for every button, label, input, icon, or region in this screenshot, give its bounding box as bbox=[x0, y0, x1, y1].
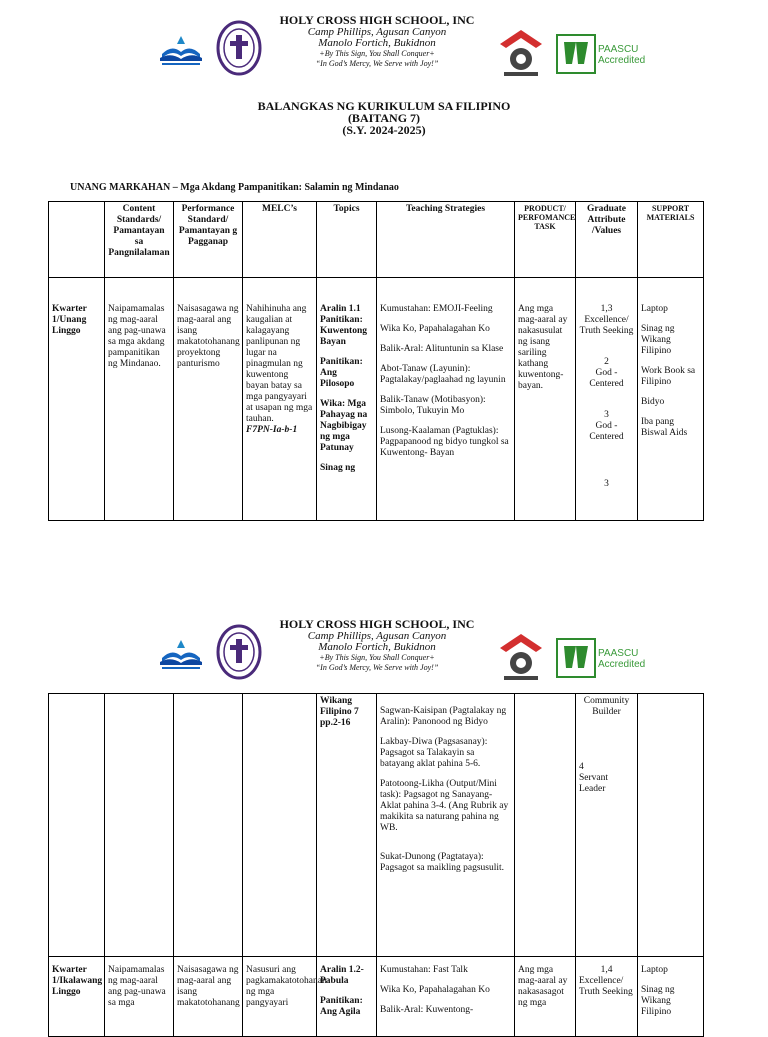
strategy-item: Lakbay-Diwa (Pagsasanay): Pagsagot sa Talakayin sa batayang aklat pahina 5-6. bbox=[380, 737, 488, 769]
page-header bbox=[0, 8, 768, 88]
support-item: Work Book sa Filipino bbox=[641, 366, 696, 387]
topic-lesson: Aralin 1.2- Pabula bbox=[320, 965, 364, 986]
attr-number: 3 bbox=[604, 479, 609, 489]
melc-cell: Nahihinuha ang kaugalian at kalagayang panlipunan ng lugar na pinagmulan ng kuwentong bayan batay sa mga pangyayari at usapan ng mga tauhan. bbox=[246, 304, 313, 424]
curriculum-table-1 bbox=[48, 201, 704, 521]
strategy-item: Balik-Aral: Kuwentong- bbox=[380, 1005, 474, 1015]
performance-header: Performance Standard/ Pamantayan g Pagganap bbox=[174, 202, 243, 278]
attr-number: 1,3 bbox=[600, 304, 613, 314]
support-item: Iba pang Biswal Aids bbox=[641, 417, 688, 438]
support-item: Sinag ng Wikang Filipino bbox=[641, 324, 675, 356]
product-header: PRODUCT/ PERFOMANCE TASK bbox=[515, 202, 576, 278]
curriculum-table-2 bbox=[48, 693, 704, 1037]
attr-number: 4 bbox=[579, 762, 584, 772]
page-header-2 bbox=[0, 612, 768, 692]
melc-cell: Nasusuri ang pagkamakatotohanan ng mga pangyayari bbox=[246, 965, 327, 1008]
product-cell: Ang mga mag-aaral ay nakasasagot ng mga bbox=[518, 965, 568, 1008]
school-address-2: Manolo Fortich, Bukidnon bbox=[318, 641, 436, 653]
product-cell: Ang mga mag-aaral ay nakasusulat ng isang sariling kathang kuwentong-bayan. bbox=[518, 304, 568, 391]
topic-literature: Panitikan: Ang Pilosopo bbox=[320, 357, 363, 389]
book-logo-icon bbox=[156, 32, 206, 68]
quarter-cell: Kwarter 1/Ikalawang Linggo bbox=[52, 965, 103, 997]
quarter-title: UNANG MARKAHAN – Mga Akdang Pampanitikan: Salamin ng Mindanao bbox=[70, 182, 399, 193]
table-row bbox=[49, 278, 704, 521]
melc-header: MELC’s bbox=[243, 202, 317, 278]
school-seal-icon bbox=[216, 20, 262, 76]
attr-value: God - Centered bbox=[589, 421, 624, 442]
school-address-1: Camp Phillips, Agusan Canyon bbox=[307, 26, 447, 38]
school-motto-1: +By This Sign, You Shall Conquer+ bbox=[319, 653, 435, 662]
paascu-badge bbox=[556, 34, 652, 74]
topic-book: Sinag ng bbox=[320, 463, 356, 473]
strategy-item: Balik-Tanaw (Motibasyon): Simbolo, Tukuyin Mo bbox=[380, 395, 486, 416]
org-logo-icon bbox=[496, 632, 546, 682]
attr-value: God - Centered bbox=[589, 368, 624, 389]
strategy-item: Patotoong-Likha (Output/Mini task): Pagsagot ng Sanayang-Aklat pahina 3-4. (Ang Rubrik ay makikita sa naturang pahina ng WB. bbox=[380, 779, 509, 833]
school-motto-2: “In God’s Mercy, We Serve with Joy!” bbox=[315, 59, 439, 68]
school-name: HOLY CROSS HIGH SCHOOL, INC bbox=[279, 617, 475, 631]
strategy-item: Kumustahan: EMOJI-Feeling bbox=[380, 304, 493, 314]
document-title: BALANGKAS NG KURIKULUM SA FILIPINO (BAITANG 7) (S.Y. 2024-2025) bbox=[257, 99, 511, 137]
paascu-label: PAASCU Accredited bbox=[598, 44, 646, 66]
strategy-item: Abot-Tanaw (Layunin): Pagtalakay/paglaahad ng layunin bbox=[380, 364, 506, 385]
attr-value: Excellence/ Truth Seeking bbox=[579, 976, 633, 997]
school-motto-2: “In God’s Mercy, We Serve with Joy!” bbox=[315, 663, 439, 672]
strategy-item: Sagwan-Kaisipan (Pagtalakay ng Aralin): Panonood ng Bidyo bbox=[380, 706, 507, 727]
strategy-item: Wika Ko, Papahalagahan Ko bbox=[380, 985, 490, 995]
content-cell: Naipamamalas ng mag-aaral ang pag-unawa sa mga akdang pampanitikan ng Mindanao. bbox=[108, 304, 166, 369]
support-header: SUPPORT MATERIALS bbox=[638, 202, 704, 278]
performance-cell: Naisasagawa ng mag-aaral ang isang makatotohanang proyektong panturismo bbox=[177, 304, 240, 369]
strategy-item: Kumustahan: Fast Talk bbox=[380, 965, 468, 975]
content-header: Content Standards/ Pamantayan sa Pangnilalaman bbox=[105, 202, 174, 278]
table-row bbox=[49, 694, 704, 957]
strategy-item: Balik-Aral: Alituntunin sa Klase bbox=[380, 344, 504, 354]
paascu-logo-icon bbox=[556, 638, 596, 678]
blank-header bbox=[49, 202, 105, 278]
attr-value: Community Builder bbox=[583, 696, 630, 717]
strategies-header: Teaching Strategies bbox=[377, 202, 515, 278]
support-item: Laptop bbox=[641, 304, 668, 314]
strategy-item: Wika Ko, Papahalagahan Ko bbox=[380, 324, 490, 334]
school-address-2: Manolo Fortich, Bukidnon bbox=[318, 37, 436, 49]
support-item: Bidyo bbox=[641, 397, 665, 407]
topic-language: Wika: Mga Pahayag na Nagbibigay ng mga Patunay bbox=[320, 399, 368, 453]
school-address-1: Camp Phillips, Agusan Canyon bbox=[307, 630, 447, 642]
paascu-label: PAASCU Accredited bbox=[598, 648, 646, 670]
paascu-logo-icon bbox=[556, 34, 596, 74]
topic-literature: Panitikan: Ang Agila bbox=[320, 996, 363, 1017]
paascu-badge bbox=[556, 638, 652, 678]
school-info bbox=[262, 14, 492, 69]
topic-book: Wikang Filipino 7 pp.2-16 bbox=[320, 696, 359, 728]
content-cell: Naipamamalas ng mag-aaral ang pag-unawa sa mga bbox=[108, 965, 166, 1008]
strategy-item: Sukat-Dunong (Pagtataya): Pagsagot sa maikling pagsusulit. bbox=[380, 852, 505, 873]
attr-number: 1,4 bbox=[600, 965, 613, 975]
table-row bbox=[49, 957, 704, 1037]
org-logo-icon bbox=[496, 28, 546, 78]
attr-value: Servant Leader bbox=[579, 773, 609, 794]
support-item: Sinag ng Wikang Filipino bbox=[641, 985, 675, 1017]
header-row bbox=[49, 202, 704, 278]
attr-number: 3 bbox=[604, 410, 609, 420]
performance-cell: Naisasagawa ng mag-aaral ang isang makatotohanang bbox=[177, 965, 240, 1008]
topics-header: Topics bbox=[317, 202, 377, 278]
melc-code: F7PN-Ia-b-1 bbox=[246, 425, 298, 435]
school-name: HOLY CROSS HIGH SCHOOL, INC bbox=[279, 13, 475, 27]
attr-value: Excellence/ Truth Seeking bbox=[579, 315, 634, 336]
school-info bbox=[262, 618, 492, 673]
school-motto-1: +By This Sign, You Shall Conquer+ bbox=[319, 49, 435, 58]
support-item: Laptop bbox=[641, 965, 668, 975]
school-seal-icon bbox=[216, 624, 262, 680]
quarter-cell: Kwarter 1/Unang Linggo bbox=[52, 304, 87, 336]
graduate-header: Graduate Attribute /Values bbox=[576, 202, 638, 278]
topic-lesson: Aralin 1.1 Panitikan: Kuwentong Bayan bbox=[320, 304, 367, 347]
strategy-item: Lusong-Kaalaman (Pagtuklas): Pagpapanood ng bidyo tungkol sa Kuwentong- Bayan bbox=[380, 426, 509, 458]
attr-number: 2 bbox=[604, 357, 609, 367]
book-logo-icon bbox=[156, 636, 206, 672]
